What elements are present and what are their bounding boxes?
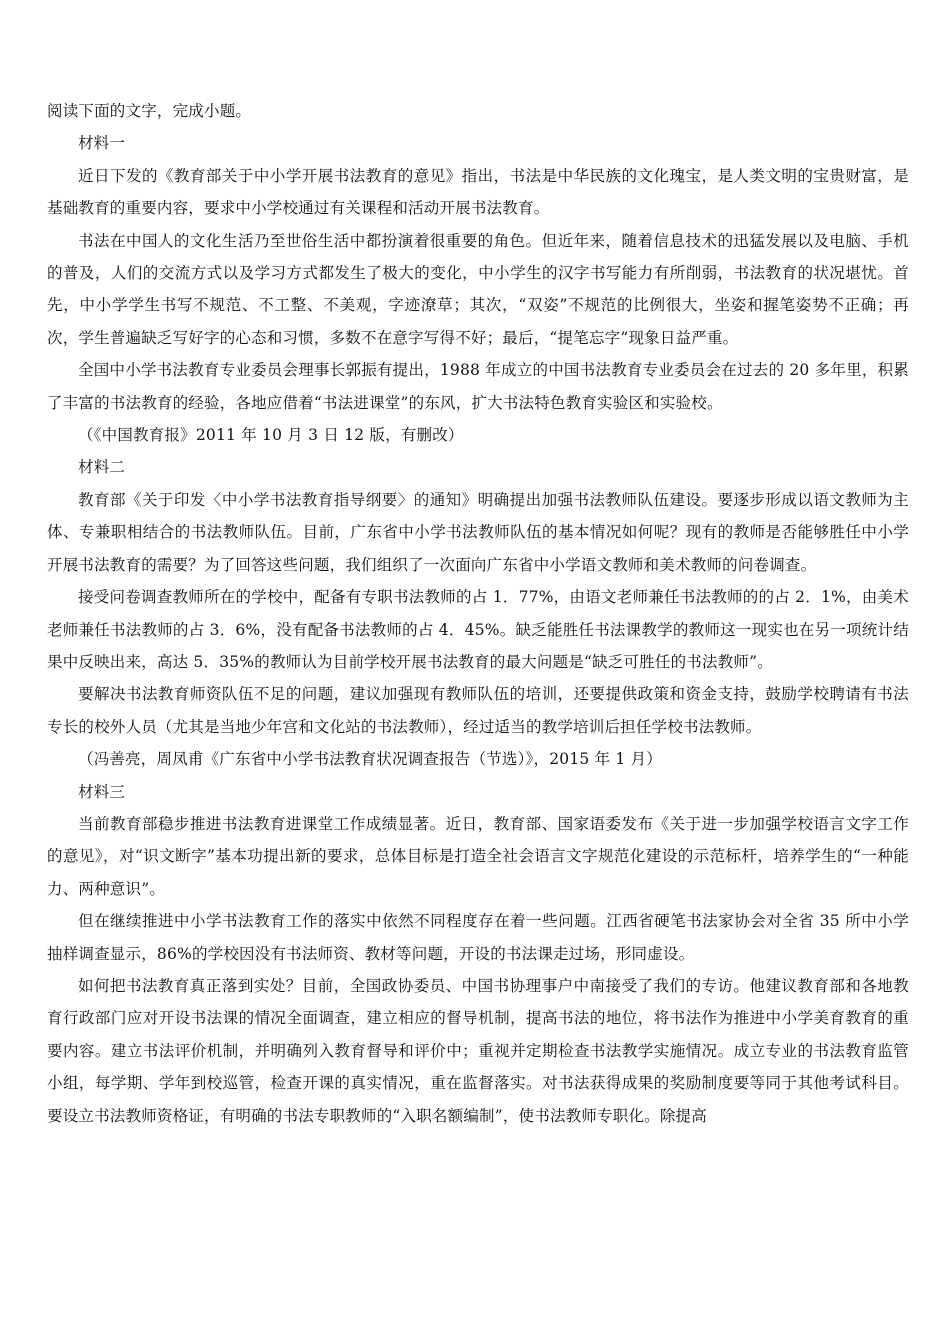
material-1-paragraph: 书法在中国人的文化生活乃至世俗生活中都扮演着很重要的角色。但近年来，随着信息技术的迅猛发展以及电脑、手机的普及，人们的交流方式以及学习方式都发生了极大的变化，中小学生的汉字书写能力有所削弱，书法教育的状况堪忧。首先，中小学学生书写不规范、不工整、不美观，字迹潦草；其次，“双姿”不规范的比例很大，坐姿和握笔姿势不正确；再次，学生普遍缺乏写好字的心态和习惯，多数不在意字写得不好；最后，“提笔忘字”现象日益严重。 [47,231,909,347]
material-3-paragraph: 但在继续推进中小学书法教育工作的落实中依然不同程度存在着一些问题。江西省硬笔书法家协会对全省 35 所中小学抽样调查显示，86%的学校因没有书法师资、教材等问题，开设的书法课走过场，形同虚设。 [47,912,909,963]
instruction-line: 阅读下面的文字，完成小题。 [47,102,252,120]
material-1-source: （《中国教育报》2011 年 10 月 3 日 12 版，有删改） [78,426,464,445]
material-2-source: （冯善亮，周凤甫《广东省中小学书法教育状况调查报告（节选）》，2015 年 1 月） [78,750,662,769]
material-1-paragraph: 近日下发的《教育部关于中小学开展书法教育的意见》指出，书法是中华民族的文化瑰宝，是人类文明的宝贵财富，是基础教育的重要内容，要求中小学校通过有关课程和活动开展书法教育。 [47,166,909,218]
material-1-heading: 材料一 [78,134,126,153]
material-3-paragraph: 如何把书法教育真正落到实处？目前，全国政协委员、中国书协理事户中南接受了我们的专访。他建议教育部和各地教育行政部门应对开设书法课的情况全面调查，建立相应的督导机制，提高书法的地位，将书法作为推进中小学美育教育的重要内容。建立书法评价机制，并明确列入教育督导和评价中；重视并定期检查书法教学实施情况。成立专业的书法教育监管小组，每学期、学年到校巡管，检查开课的真实情况，重在监督落实。对书法获得成果的奖励制度要等同于其他考试科目。要设立书法教师资格证，有明确的书法专职教师的“入职名额编制”，使书法教师专职化。除提高 [47,976,909,1125]
material-2-heading: 材料二 [78,458,126,477]
material-2-paragraph: 要解决书法教育师资队伍不足的问题，建议加强现有教师队伍的培训，还要提供政策和资金支持，鼓励学校聘请有书法专长的校外人员（尤其是当地少年宫和文化站的书法教师），经过适当的教学培训后担任学校书法教师。 [47,685,909,736]
material-2-paragraph: 接受问卷调查教师所在的学校中，配备有专职书法教师的占 1．77%，由语文老师兼任书法教师的的占 2．1%，由美术老师兼任书法教师的占 3．6%，没有配备书法教师的占 4．45%。缺乏能胜任书法课教学的教师这一现实也在另一项统计结果中反映出来，高达 5．35%的教师认为目前学校开展书法教育的最大问题是“缺乏可胜任的书法教师”。 [47,588,909,671]
reading-passage [47,95,909,1132]
material-3-paragraph: 当前教育部稳步推进书法教育进课堂工作成绩显著。近日，教育部、国家语委发布《关于进一步加强学校语言文字工作的意见》，对“识文断字”基本功提出新的要求，总体目标是打造全社会语言文字规范化建设的示范标杆，培养学生的“一种能力、两种意识”。 [47,814,909,898]
material-1-paragraph: 全国中小学书法教育专业委员会理事长郭振有提出，1988 年成立的中国书法教育专业委员会在过去的 20 多年里，积累了丰富的书法教育的经验，各地应借着“书法进课堂”的东风，扩大书法特色教育实验区和实验校。 [47,361,909,412]
material-3-heading: 材料三 [78,782,126,801]
material-2-paragraph: 教育部《关于印发〈中小学书法教育指导纲要〉的通知》明确提出加强书法教师队伍建设。要逐步形成以语文教师为主体、专兼职相结合的书法教师队伍。目前，广东省中小学书法教师队伍的基本情况如何呢？现有的教师是否能够胜任中小学开展书法教育的需要？为了回答这些问题，我们组织了一次面向广东省中小学语文教师和美术教师的问卷调查。 [47,490,909,574]
